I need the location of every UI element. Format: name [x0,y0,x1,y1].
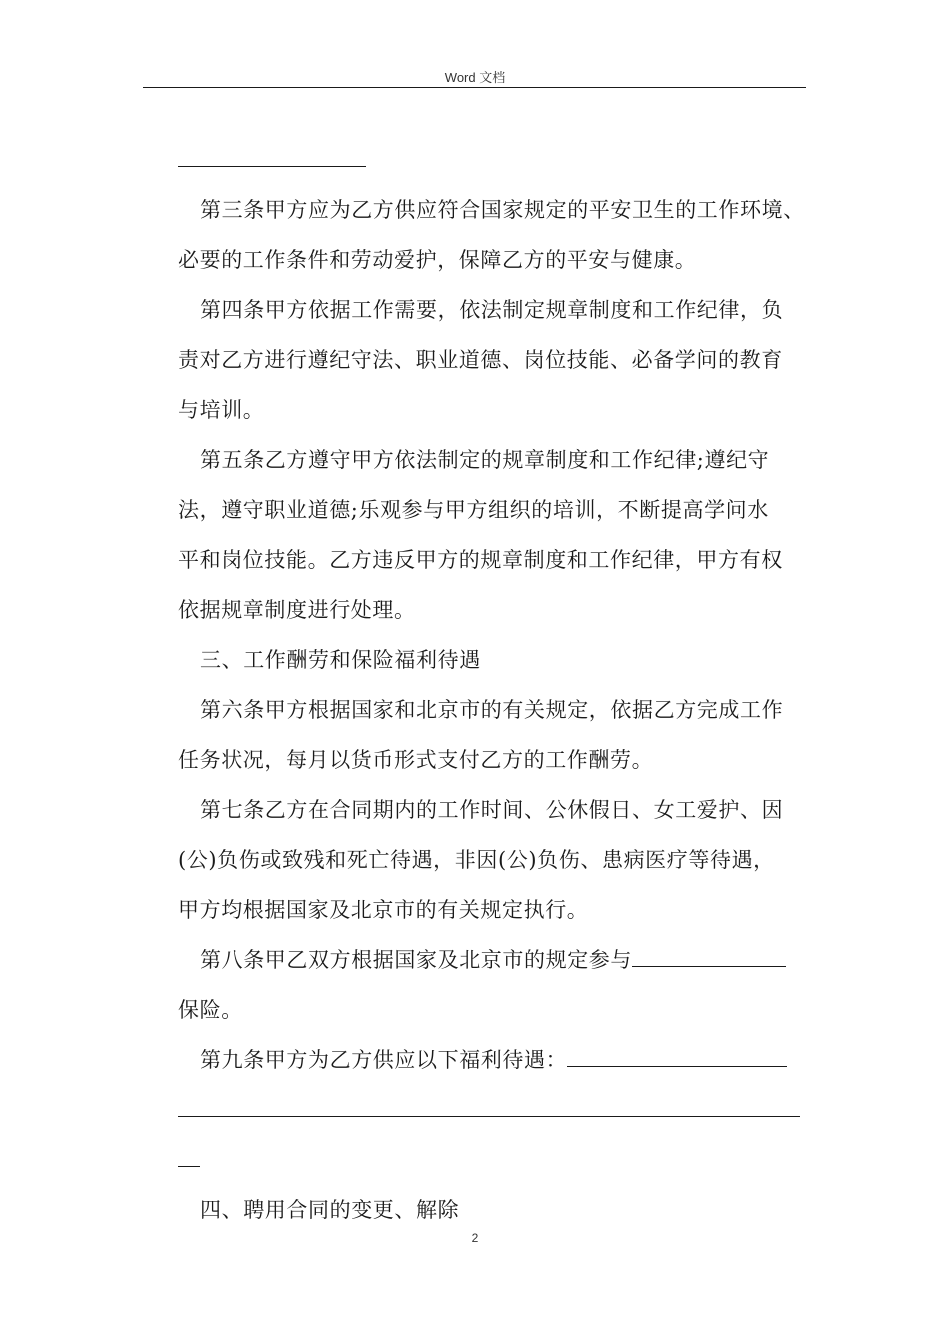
page-header: Word 文档 [444,70,506,85]
paragraph-line: 第三条甲方应为乙方供应符合国家规定的平安卫生的工作环境、 [200,198,805,222]
header-rule [143,87,806,88]
paragraph-line: 依据规章制度进行处理。 [178,598,416,622]
section-heading: 四、聘用合同的变更、解除 [200,1198,460,1222]
fill-in-blank [178,1146,200,1167]
paragraph-line: 与培训。 [178,398,265,422]
paragraph-line: 必要的工作条件和劳动爱护，保障乙方的平安与健康。 [178,248,697,272]
paragraph-text: 第九条甲方为乙方供应以下福利待遇： [200,1048,568,1072]
paragraph-line: 第四条甲方依据工作需要，依法制定规章制度和工作纪律，负 [200,298,784,322]
paragraph-line: 第六条甲方根据国家和北京市的有关规定，依据乙方完成工作 [200,698,784,722]
blank-line-top [178,135,818,185]
paragraph-line: 保险。 [178,998,243,1022]
blank-line [178,1135,818,1185]
paragraph-line: 平和岗位技能。乙方违反甲方的规章制度和工作纪律，甲方有权 [178,548,783,572]
paragraph-line [178,1035,818,1085]
fill-in-blank [178,146,366,167]
paragraph-line: 甲方均根据国家及北京市的有关规定执行。 [178,898,589,922]
paragraph-text: 第八条甲乙双方根据国家及北京市的规定参与 [200,948,632,972]
paragraph-line: (公)负伤或致残和死亡待遇，非因(公)负伤、患病医疗等待遇， [178,848,775,872]
paragraph-line: 第七条乙方在合同期内的工作时间、公休假日、女工爱护、因 [200,798,784,822]
blank-line [178,1085,818,1135]
fill-in-blank [632,946,786,967]
paragraph-line: 第五条乙方遵守甲方依法制定的规章制度和工作纪律;遵纪守 [200,448,770,472]
page-number: 2 [471,1231,479,1245]
paragraph-line: 法，遵守职业道德;乐观参与甲方组织的培训，不断提高学问水 [178,498,769,522]
paragraph-line: 任务状况，每月以货币形式支付乙方的工作酬劳。 [178,748,654,772]
paragraph-line [178,935,818,985]
fill-in-blank [178,1096,800,1117]
section-heading: 三、工作酬劳和保险福利待遇 [200,648,481,672]
document-body [178,135,818,1235]
paragraph-line: 责对乙方进行遵纪守法、职业道德、岗位技能、必备学问的教育 [178,348,783,372]
fill-in-blank [567,1046,787,1067]
